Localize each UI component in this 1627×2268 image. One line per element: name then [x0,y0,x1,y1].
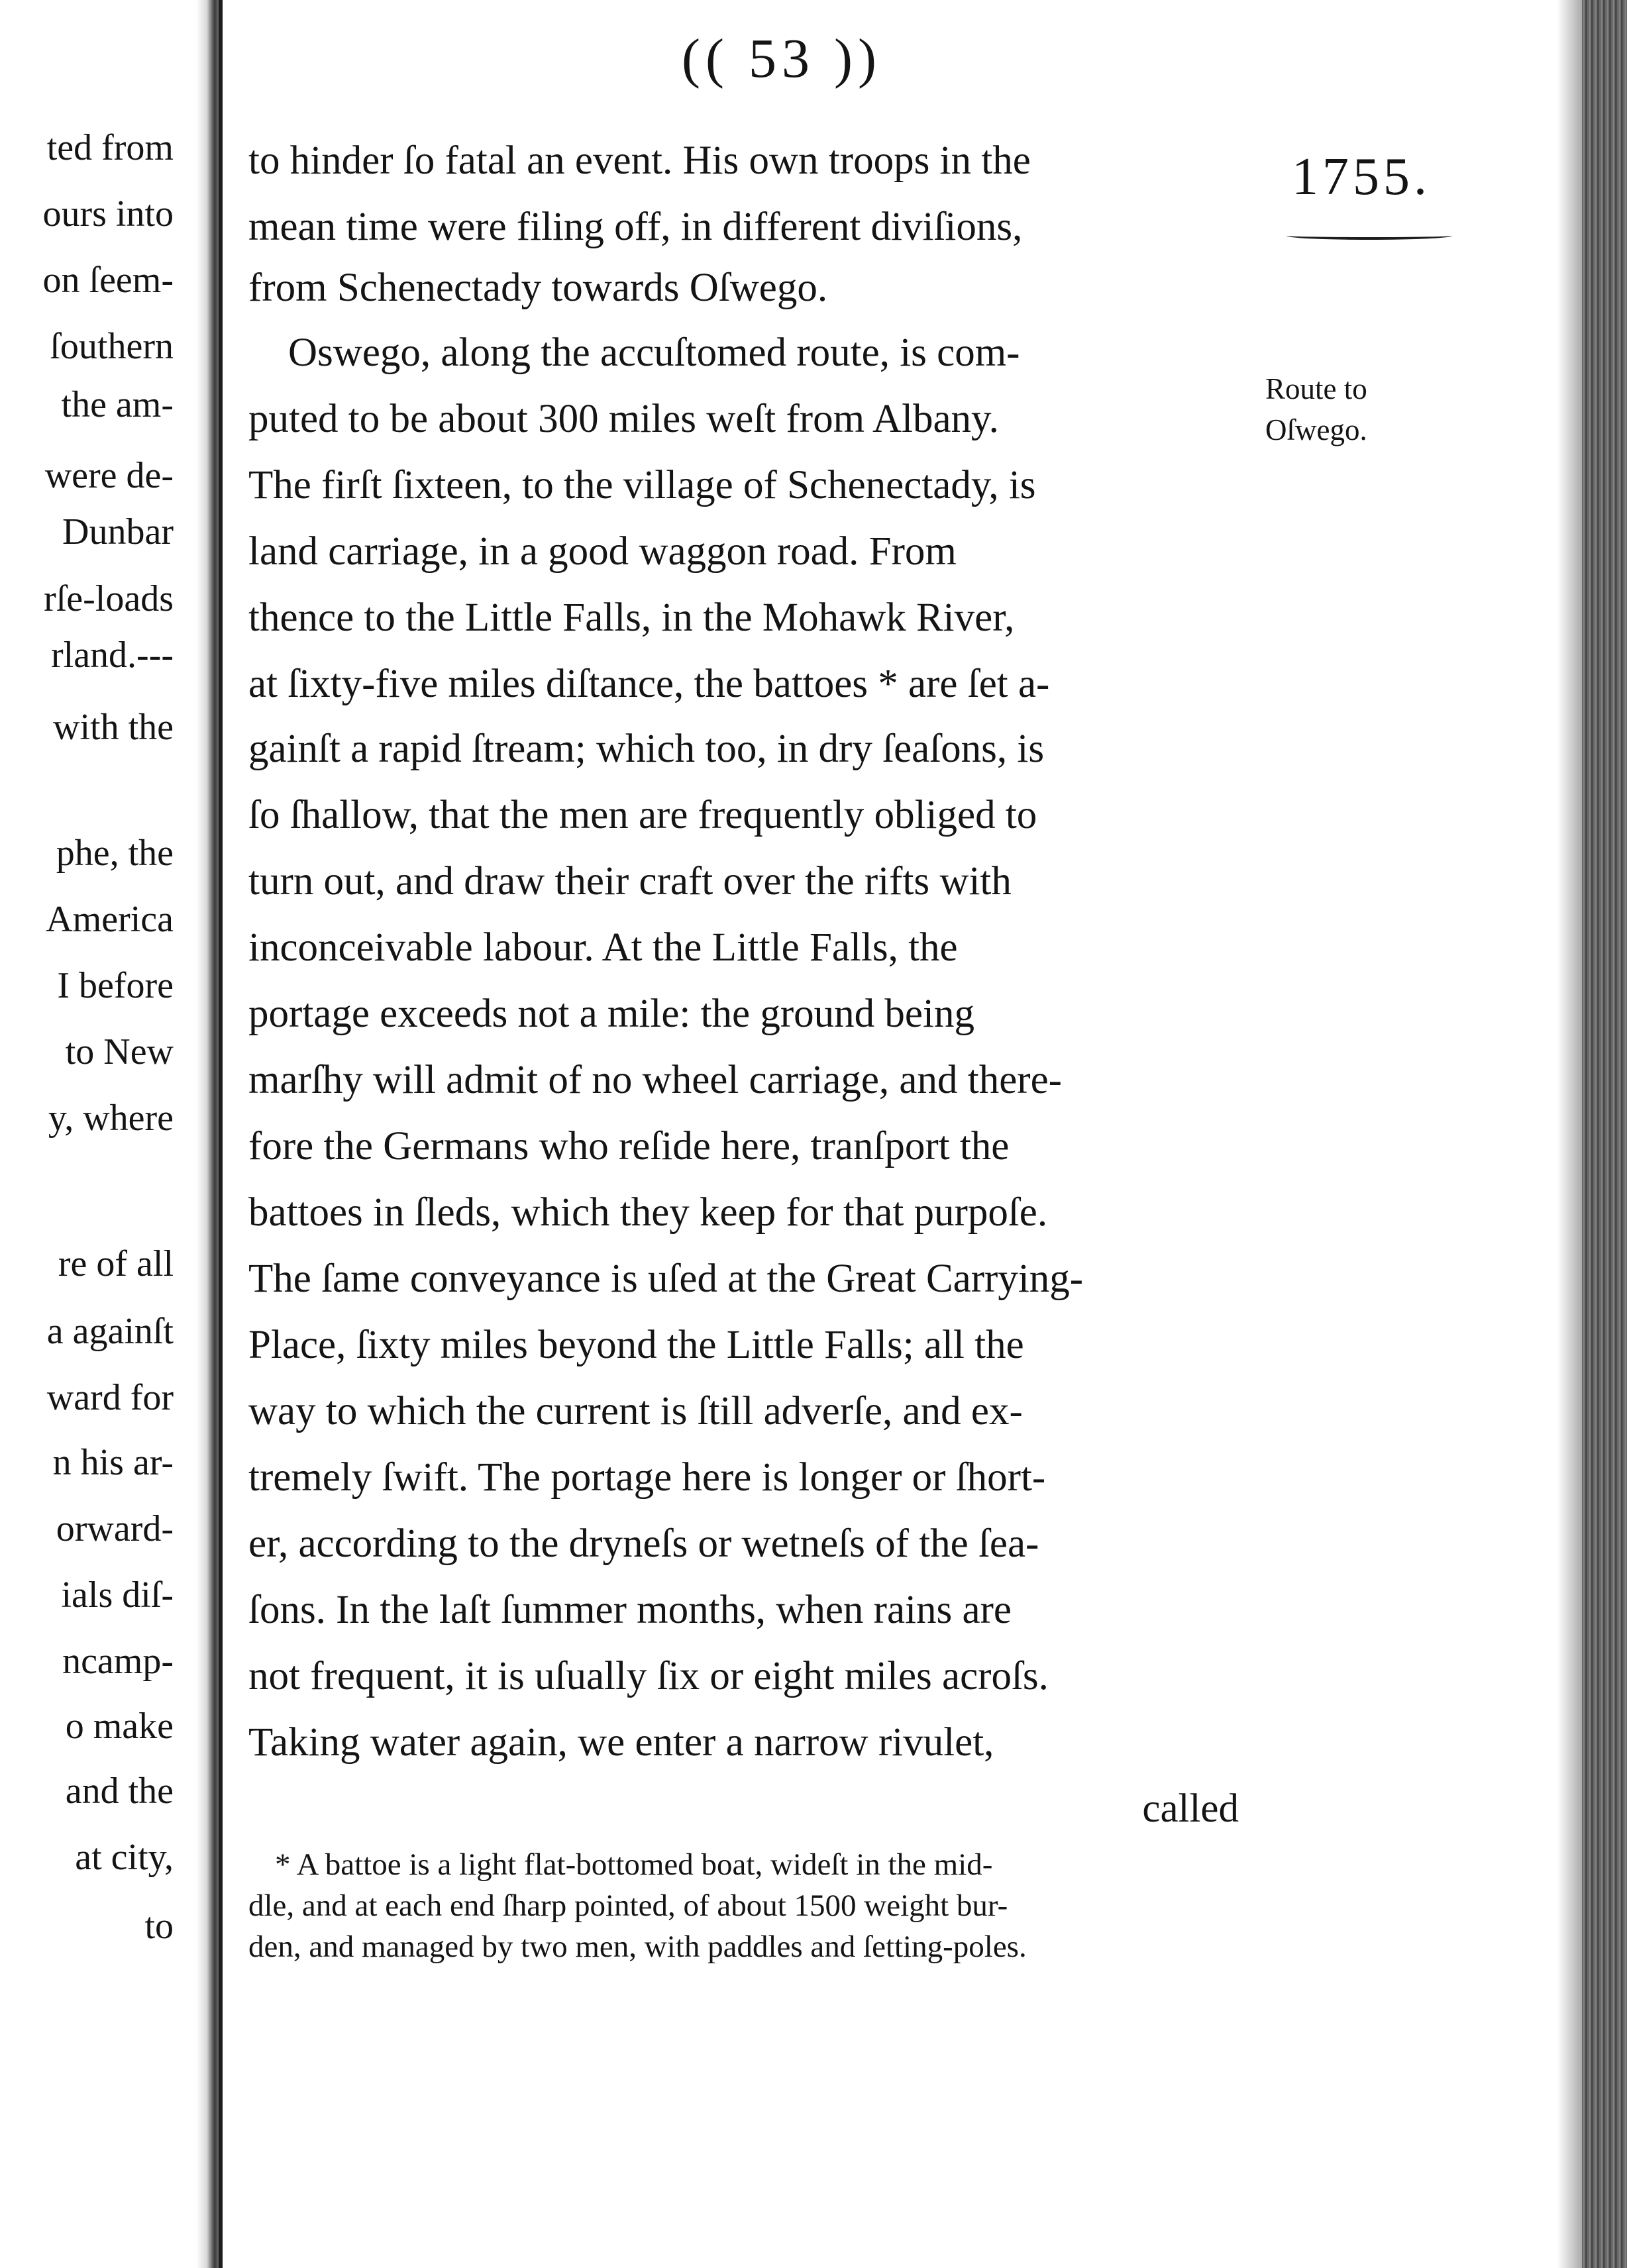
left-page-line: on ſeem- [42,260,174,301]
body-text-line: portage exceeds not a mile: the ground being [248,992,974,1036]
footnote-line: dle, and at each end ſharp pointed, of about 1500 weight bur- [248,1888,1008,1923]
left-page-line: ward for [46,1377,174,1418]
left-page-line: ials diſ- [61,1574,174,1616]
book-block-edge [1582,0,1627,2268]
body-text-line: at ſixty-five miles diſtance, the battoes * are ſet a- [248,662,1050,706]
left-page-line: America [46,899,174,940]
body-text-line: battoes in ſleds, which they keep for that purpoſe. [248,1190,1048,1235]
left-page-line: the am- [61,384,174,425]
body-text-line: The ſame conveyance is uſed at the Great Carrying- [248,1257,1084,1301]
body-text-line: er, according to the dryneſs or wetneſs of the ſea- [248,1521,1039,1566]
left-page-line: were de- [44,455,174,496]
left-page-line: orward- [56,1508,174,1549]
left-page-line: and the [65,1771,174,1812]
body-text-line: ſo ſhallow, that the men are frequently obliged to [248,793,1037,837]
body-text-line: gainſt a rapid ſtream; which too, in dry ſeaſons, is [248,727,1045,771]
left-page-line: with the [53,707,174,748]
body-text-line: way to which the current is ſtill adverſe, and ex- [248,1389,1023,1433]
gutter-edge-line [219,0,223,2268]
body-text-line: inconceivable labour. At the Little Falls, the [248,925,958,970]
left-page-line: a againſt [46,1311,174,1352]
body-text-line: to hinder ſo fatal an event. His own troops in the [248,138,1031,183]
margin-year-underline [1286,232,1452,240]
left-page-line: rland.--- [50,635,174,676]
left-page-line: rſe-loads [44,578,174,619]
body-text-line: Oswego, along the accuſtomed route, is com- [288,331,1020,375]
body-text-line: ſons. In the laſt ſummer months, when rains are [248,1588,1012,1632]
body-text-line: The firſt ſixteen, to the village of Schenectady, is [248,463,1036,507]
left-page-line: n his ar- [52,1442,174,1483]
left-page-line: at city, [75,1837,174,1878]
page-edge-shadow [1557,0,1583,2268]
body-text-line: land carriage, in a good waggon road. From [248,529,957,574]
left-page-line: ted from [46,127,174,168]
body-text-line: turn out, and draw their craft over the rifts with [248,859,1012,903]
body-text-line: puted to be about 300 miles weſt from Albany. [248,397,999,441]
left-facing-page [0,0,192,2268]
catchword: called [1142,1786,1239,1831]
left-page-line: o make [65,1706,174,1747]
body-text-line: Taking water again, we enter a narrow rivulet, [248,1720,994,1765]
body-text-line: Place, ſixty miles beyond the Little Falls; all the [248,1323,1024,1367]
left-page-line: re of all [58,1243,174,1284]
page-number: (( 53 )) [682,28,882,89]
margin-note-line: Route to [1265,372,1367,405]
left-page-line: ncamp- [62,1641,174,1682]
body-text-line: not frequent, it is uſually ſix or eight miles acroſs. [248,1654,1049,1698]
margin-year: 1755. [1292,148,1431,206]
left-page-line: to [144,1906,174,1947]
left-page-line: ſouthern [50,326,174,367]
body-text-line: from Schenectady towards Oſwego. [248,266,828,310]
margin-note-line: Oſwego. [1265,413,1367,446]
margin-note [1265,368,1367,450]
left-page-line: phe, the [56,833,174,874]
body-text-line: marſhy will admit of no wheel carriage, and there- [248,1058,1062,1102]
body-text-line: fore the Germans who reſide here, tranſport the [248,1124,1010,1168]
left-page-line: to New [65,1031,174,1072]
left-page-line: Dunbar [62,511,174,552]
footnote-line: den, and managed by two men, with paddles and ſetting-poles. [248,1930,1027,1964]
body-text-line: mean time were filing off, in different diviſions, [248,205,1023,249]
left-page-line: ours into [42,193,174,234]
footnote-line: * A battoe is a light flat-bottomed boat, wideſt in the mid- [275,1847,993,1882]
left-page-line: I before [57,965,174,1006]
left-page-line: y, where [48,1098,174,1139]
body-text-line: tremely ſwift. The portage here is longer or ſhort- [248,1455,1046,1500]
body-text-line: thence to the Little Falls, in the Mohawk River, [248,595,1015,640]
